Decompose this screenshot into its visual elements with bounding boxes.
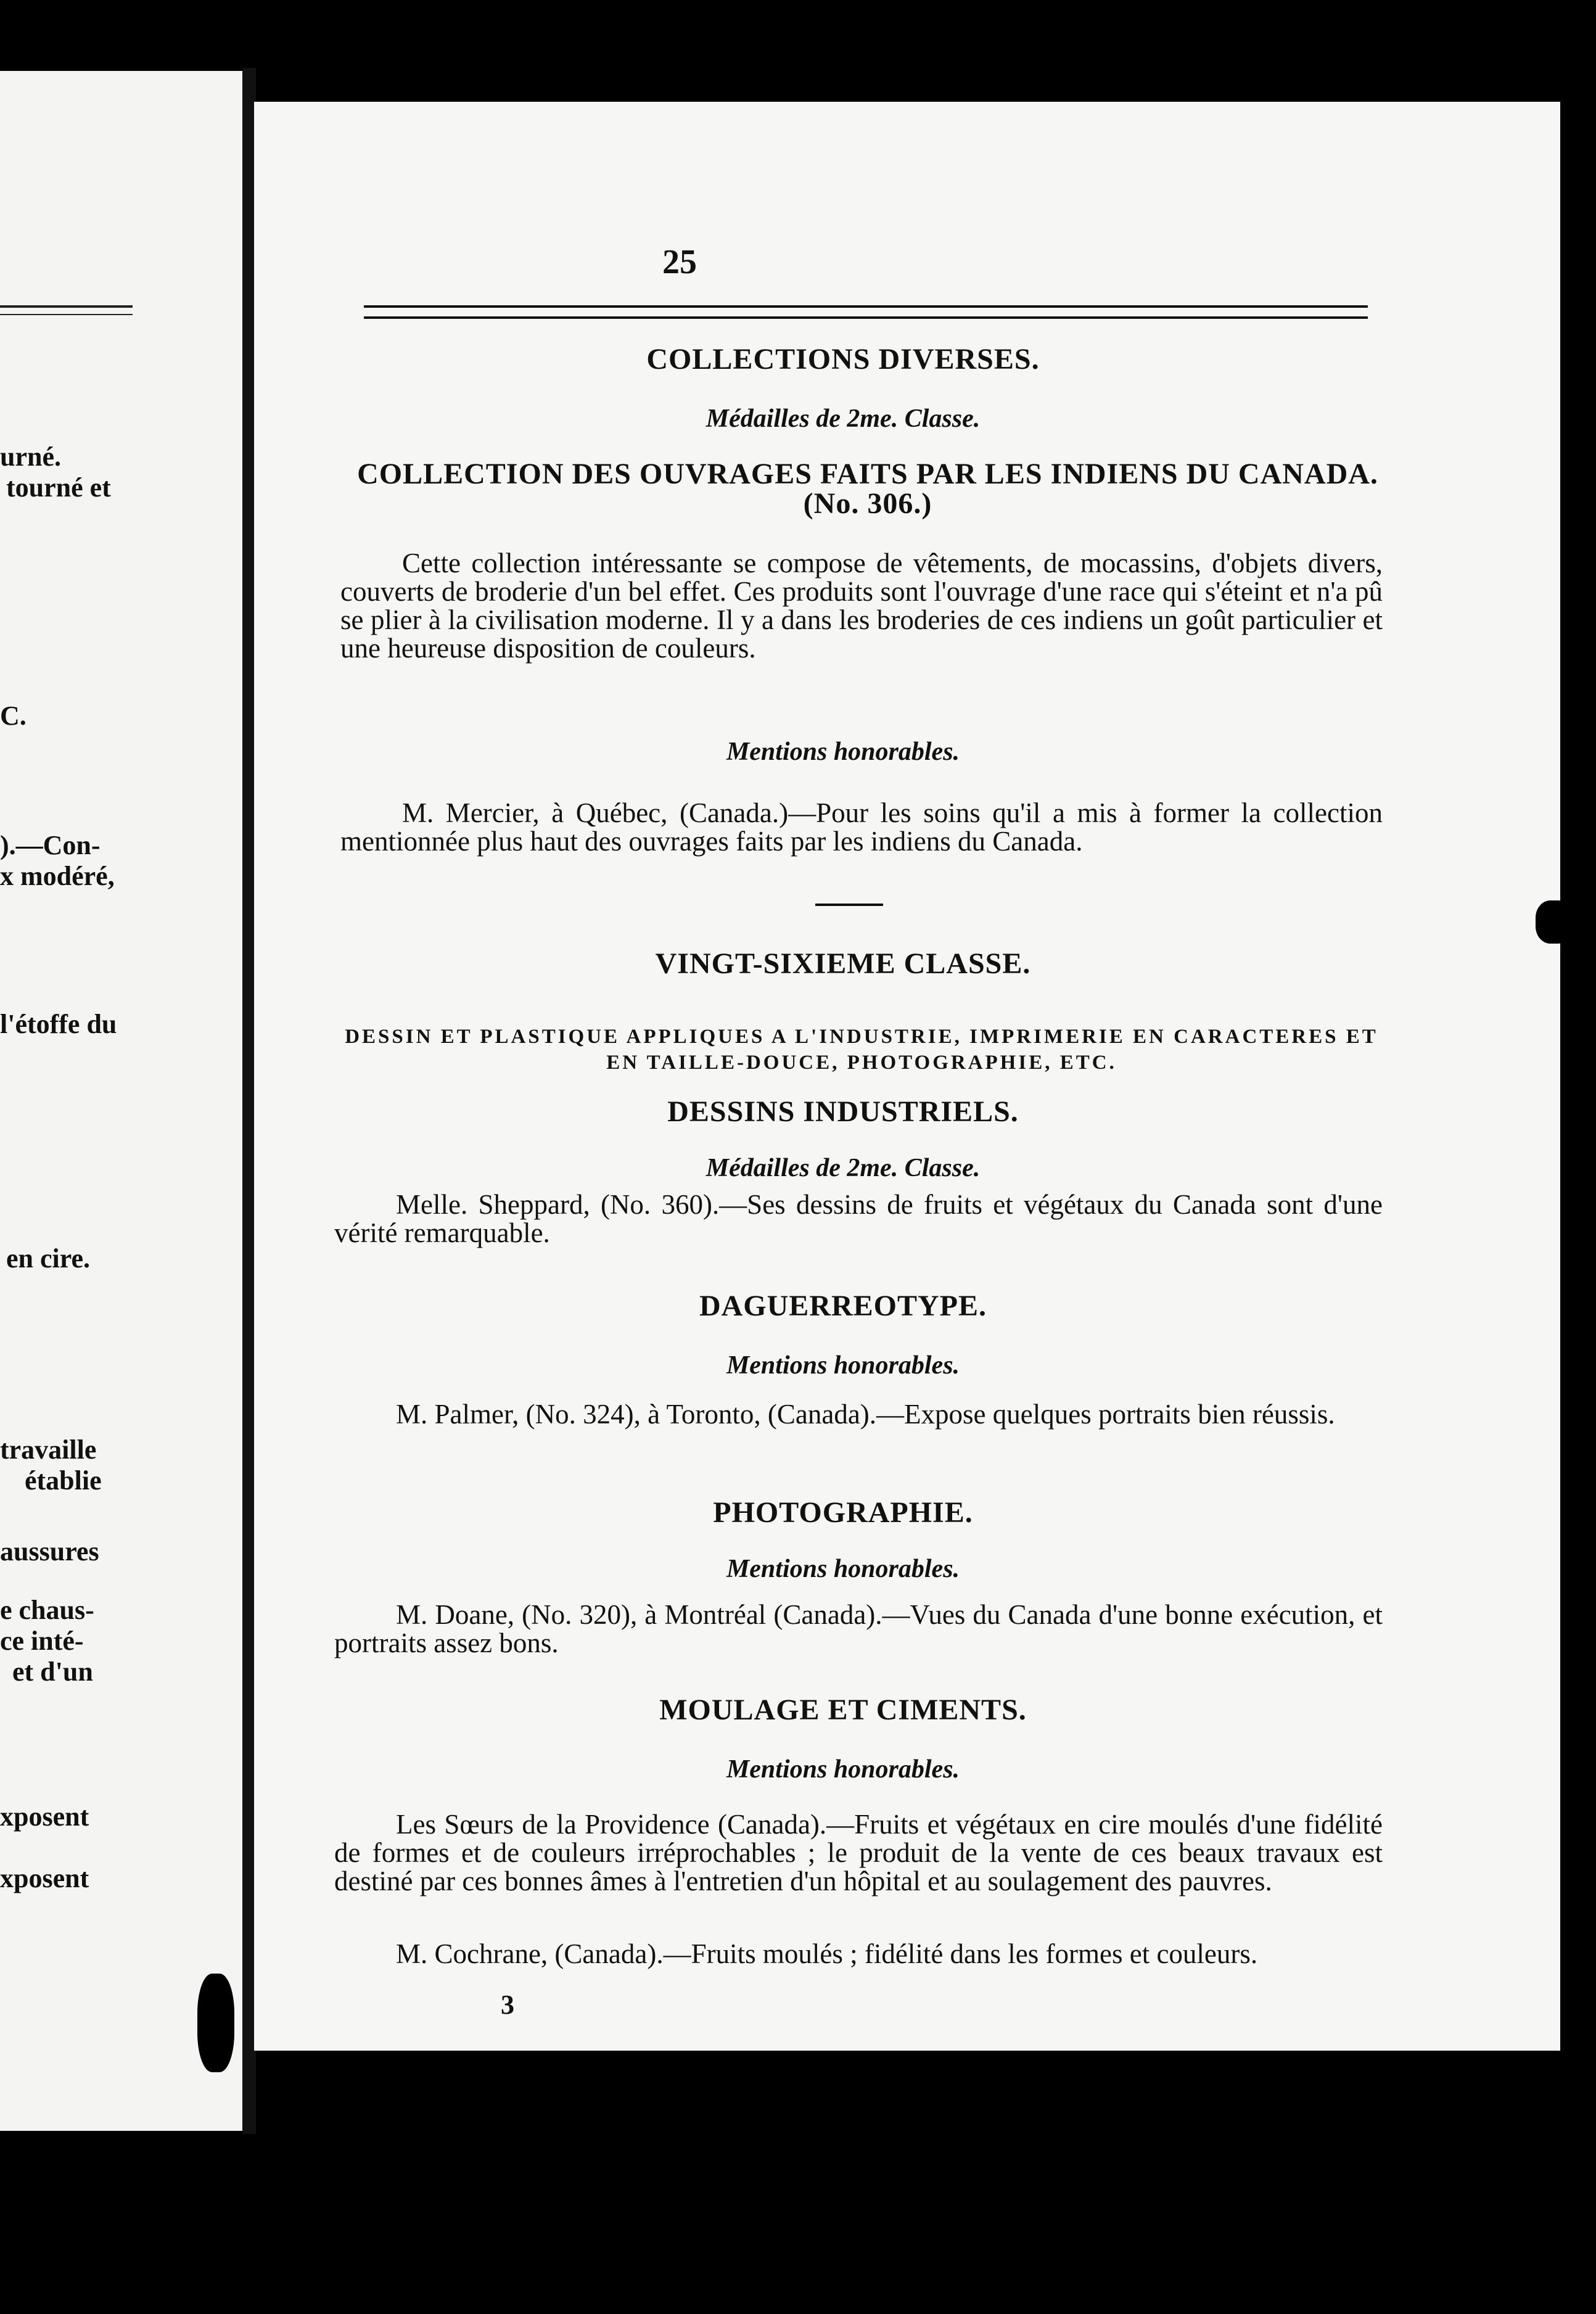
paragraph-palmer: M. Palmer, (No. 324), à Toronto, (Canada).—Expose quelques portraits bien réussis. xyxy=(396,1399,1335,1430)
section-divider xyxy=(815,904,883,906)
left-fragment: ce inté- xyxy=(0,1626,84,1656)
left-fragment: établie xyxy=(25,1465,102,1496)
paragraph-soeurs: Les Sœurs de la Providence (Canada).—Fruits et végétaux en cire moulés d'une fidélité de formes et de couleurs irréprochables ; le produit de la vente de ces beaux travaux est destiné par ces bonnes âmes à l'entretien d'un hôpital et au soulagement des pauvres. xyxy=(334,1809,1383,1896)
section-title-classe: VINGT-SIXIEME CLASSE. xyxy=(655,947,1031,980)
section-title-indiens: COLLECTION DES OUVRAGES FAITS PAR LES INDIENS DU CANADA. (No. 306.) xyxy=(357,458,1378,520)
paragraph-cochrane: M. Cochrane, (Canada).—Fruits moulés ; fidélité dans les formes et couleurs. xyxy=(396,1938,1258,1969)
section-title-collections: COLLECTIONS DIVERSES. xyxy=(646,343,1040,376)
section-title-daguerreotype: DAGUERREOTYPE. xyxy=(699,1290,987,1322)
classe-subtitle: DESSIN ET PLASTIQUE APPLIQUES A L'INDUSTRIE, IMPRIMERIE EN CARACTERES ET EN TAILLE-DOUCE, PHOTOGRAPHIE, ETC. xyxy=(345,1026,1378,1074)
left-page-rule xyxy=(0,305,133,315)
left-fragment: l'étoffe du xyxy=(0,1009,117,1039)
left-fragment: aussures xyxy=(0,1536,99,1567)
mentions-subheading: Mentions honorables. xyxy=(726,1351,960,1380)
left-fragment: xposent xyxy=(0,1863,89,1893)
left-page-edge xyxy=(0,71,247,2131)
section-title-moulage: MOULAGE ET CIMENTS. xyxy=(659,1694,1027,1726)
page-edge-tab xyxy=(1536,900,1573,944)
section-title-dessins: DESSINS INDUSTRIELS. xyxy=(667,1095,1019,1128)
paragraph-indiens: Cette collection intéressante se compose de vêtements, de mocassins, d'objets divers, couverts de broderie d'un bel effet. Ces produits sont l'ouvrage d'une race qui s'éteint et n'a pû se plier à la civilisation moderne. Il y a dans les broderies de ces indiens un goût particulier et une heureuse disposition de couleurs. xyxy=(340,548,1383,664)
left-fragment: xposent xyxy=(0,1801,89,1832)
paragraph-doane: M. Doane, (No. 320), à Montréal (Canada).—Vues du Canada d'une bonne exécution, et portraits assez bons. xyxy=(334,1599,1383,1658)
mentions-subheading: Mentions honorables. xyxy=(726,1555,960,1583)
paragraph-sheppard: Melle. Sheppard, (No. 360).—Ses dessins de fruits et végétaux du Canada sont d'une vérité remarquable. xyxy=(334,1189,1383,1248)
medal-subheading: Médailles de 2me. Classe. xyxy=(705,405,981,433)
left-fragment: urné. xyxy=(0,442,61,472)
left-fragment: en cire. xyxy=(6,1243,91,1274)
mentions-subheading: Mentions honorables. xyxy=(726,738,960,766)
binding-mark xyxy=(197,1974,234,2072)
mentions-subheading: Mentions honorables. xyxy=(726,1755,960,1784)
left-fragment: e chaus- xyxy=(0,1595,94,1625)
section-title-photographie: PHOTOGRAPHIE. xyxy=(713,1496,973,1529)
left-fragment: C. xyxy=(0,701,27,731)
signature-mark: 3 xyxy=(501,1990,514,2020)
header-double-rule xyxy=(364,305,1368,319)
left-fragment: ).—Con- xyxy=(0,830,101,860)
left-fragment: x modéré, xyxy=(0,861,115,891)
medal-subheading: Médailles de 2me. Classe. xyxy=(705,1154,981,1182)
page-number: 25 xyxy=(662,243,697,281)
left-fragment: travaille xyxy=(0,1435,97,1465)
right-page xyxy=(254,102,1560,2051)
paragraph-mercier: M. Mercier, à Québec, (Canada.)—Pour les soins qu'il a mis à former la collection mentionnée plus haut des ouvrages faits par les indiens du Canada. xyxy=(340,797,1383,857)
left-fragment: et d'un xyxy=(12,1657,93,1687)
left-fragment: tourné et xyxy=(6,472,111,503)
